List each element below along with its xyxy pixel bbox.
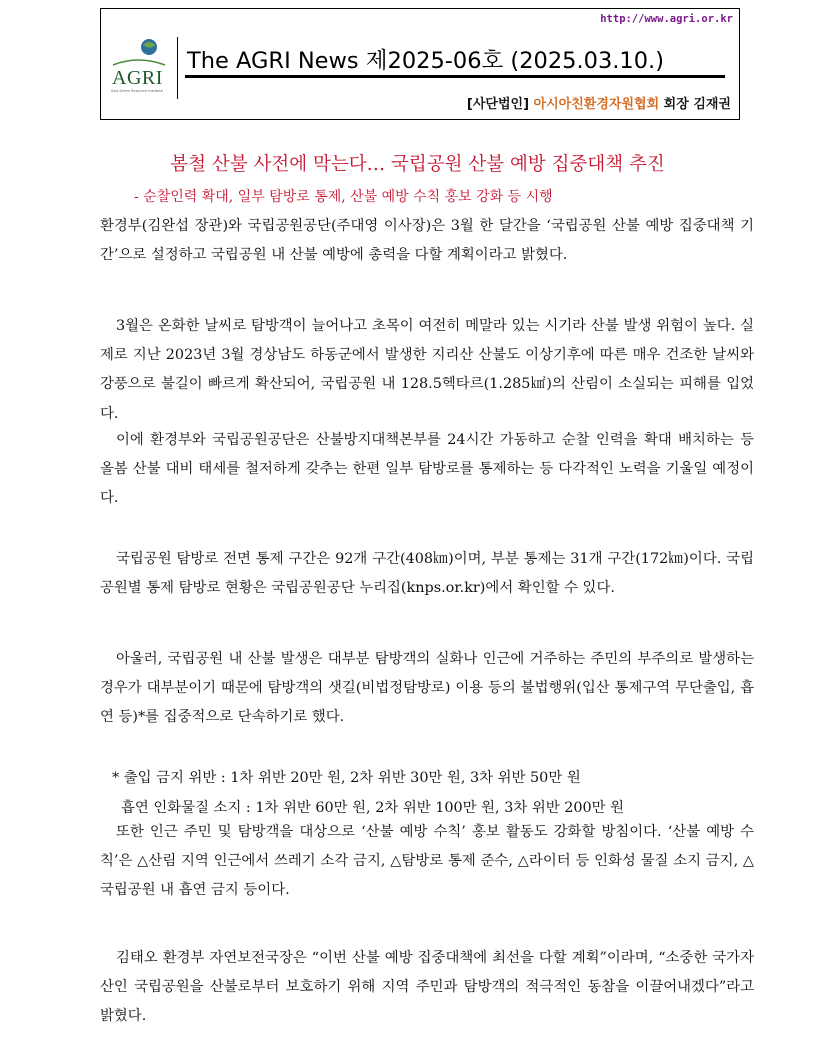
title-underline: [185, 75, 725, 78]
publisher-role: 회장 김재권: [663, 97, 731, 112]
paragraph-4: 국립공원 탐방로 전면 통제 구간은 92개 구간(408㎞)이며, 부분 통제는 31개 구간(172㎞)이다. 국립공원별 통제 탐방로 현황은 국립공원공단 누리집(knps.or.kr)에서 확인할 수 있다.: [100, 551, 754, 597]
agri-logo: [103, 35, 173, 97]
publisher-prefix: [사단법인]: [466, 97, 530, 112]
newsletter-title: The AGRI News 제2025-06호 (2025.03.10.): [187, 48, 664, 74]
header-divider: [177, 37, 178, 99]
publisher-line: [467, 93, 731, 112]
paragraph-7: 김태오 환경부 자연보전국장은 “이번 산불 예방 집중대책에 최선을 다할 계획”이라며, “소중한 국가자산인 국립공원을 산불로부터 보호하기 위해 지역 주민과 탐방객의 적극적인 동참을 이끌어내겠다”라고 밝혔다.: [100, 950, 754, 1025]
paragraph-3: 이에 환경부와 국립공원공단은 산불방지대책본부를 24시간 가동하고 순찰 인력을 확대 배치하는 등 올봄 산불 대비 태세를 철저하게 갖추는 한편 일부 탐방로를 통제하는 등 다각적인 노력을 기울일 예정이다.: [100, 432, 754, 507]
newsletter-header: [100, 8, 740, 120]
paragraph-6: 또한 인근 주민 및 탐방객을 대상으로 ‘산불 예방 수칙’ 홍보 활동도 강화할 방침이다. ‘산불 예방 수칙’은 △산림 지역 인근에서 쓰레기 소각 금지, △탐방로 통제 준수, △라이터 등 인화성 물질 소지 금지, △국립공원 내 흡연 금지 등이다.: [100, 824, 754, 899]
paragraph-5: 아울러, 국립공원 내 산불 발생은 대부분 탐방객의 실화나 인근에 거주하는 주민의 부주의로 발생하는 경우가 대부분이기 때문에 탐방객의 샛길(비법정탐방로) 이용 등의 불법행위(입산 통제구역 무단출입, 흡연 등)*를 집중적으로 단속하기로 했다.: [100, 651, 754, 726]
site-url-link[interactable]: http://www.agri.or.kr: [600, 13, 733, 25]
article-subheadline: - 순찰인력 확대, 일부 탐방로 통제, 산불 예방 수칙 홍보 강화 등 시행: [134, 189, 553, 205]
paragraph-2: 3월은 온화한 날씨로 탐방객이 늘어나고 초목이 여전히 메말라 있는 시기라 산불 발생 위험이 높다. 실제로 지난 2023년 3월 경상남도 하동군에서 발생한 지리산 산불도 이상기후에 따른 매우 건조한 날씨와 강풍으로 불길이 빠르게 확산되어, 국립공원 내 128.5헥타르(1.285㎢)의 산림이 소실되는 피해를 입었다.: [100, 318, 754, 422]
publisher-org: 아시아친환경자원협회: [533, 97, 660, 112]
logo-text: AGRI: [112, 67, 163, 89]
logo-subtitle: Asia Green Resource Institute: [111, 89, 163, 93]
footnote-2: 흡연 인화물질 소지 : 1차 위반 60만 원, 2차 위반 100만 원, 3차 위반 200만 원: [121, 800, 625, 816]
footnote-1: * 출입 금지 위반 : 1차 위반 20만 원, 2차 위반 30만 원, 3차 위반 50만 원: [112, 770, 581, 786]
article-headline: 봄철 산불 사전에 막는다… 국립공원 산불 예방 집중대책 추진: [170, 154, 665, 175]
paragraph-1: 환경부(김완섭 장관)와 국립공원공단(주대영 이사장)은 3월 한 달간을 ‘국립공원 산불 예방 집중대책 기간’으로 설정하고 국립공원 내 산불 예방에 총력을 다할 계획이라고 밝혔다.: [100, 218, 754, 264]
